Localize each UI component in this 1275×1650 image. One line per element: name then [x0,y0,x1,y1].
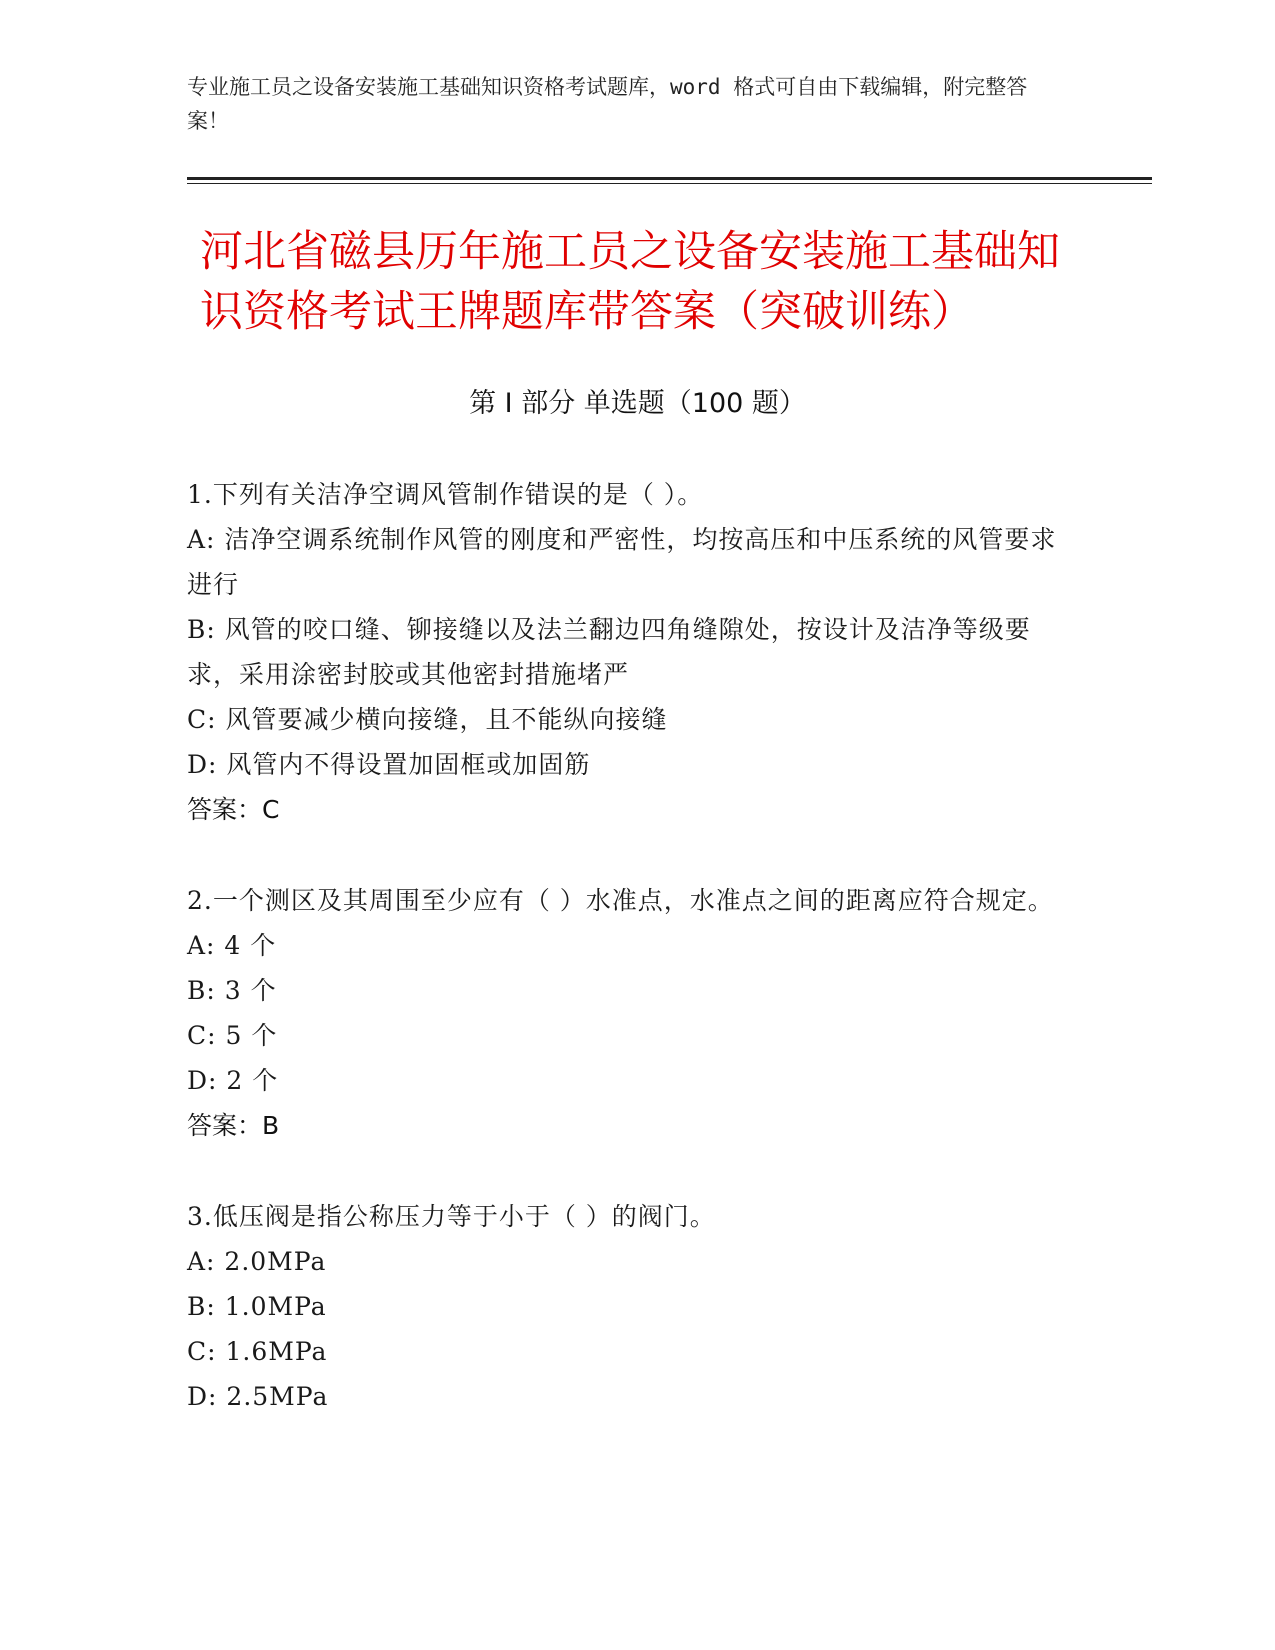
question-stem: 3.低压阀是指公称压力等于小于（ ）的阀门。 [187,1202,716,1231]
question-option-d: D: 风管内不得设置加固框或加固筋 [187,750,591,779]
question-option-d: D: 2 个 [187,1066,279,1095]
question-option-c: C: 风管要减少横向接缝，且不能纵向接缝 [187,705,668,734]
question-option-b: B: 3 个 [187,976,277,1005]
question-2 [187,878,1067,1148]
question-option-c: C: 5 个 [187,1021,278,1050]
question-option-d: D: 2.5MPa [187,1382,329,1411]
question-option-b: B: 1.0MPa [187,1292,327,1321]
question-list [187,472,1067,1465]
question-1 [187,472,1067,832]
question-stem: 2.一个测区及其周围至少应有（ ）水准点，水准点之间的距离应符合规定。 [187,886,1054,915]
question-answer: 答案：B [187,1111,280,1140]
document-title: 河北省磁县历年施工员之设备安装施工基础知识资格考试王牌题库带答案（突破训练） [200,227,1060,337]
question-option-a: A: 2.0MPa [187,1247,327,1276]
question-option-b: B: 风管的咬口缝、铆接缝以及法兰翻边四角缝隙处，按设计及洁净等级要求，采用涂密封胶或其他密封措施堵严 [187,615,1031,689]
question-answer: 答案：C [187,795,280,824]
header-rule-thick [187,177,1152,180]
header-rule-thin [187,183,1152,184]
question-option-c: C: 1.6MPa [187,1337,328,1366]
question-option-a: A: 4 个 [187,931,277,960]
header-note: 专业施工员之设备安装施工基础知识资格考试题库，word 格式可自由下载编辑，附完整答案！ [187,75,1028,133]
section-title: 第 I 部分 单选题（100 题） [469,388,806,419]
question-3 [187,1194,1067,1419]
question-option-a: A: 洁净空调系统制作风管的刚度和严密性，均按高压和中压系统的风管要求进行 [187,525,1057,599]
question-stem: 1.下列有关洁净空调风管制作错误的是（ ）。 [187,480,704,509]
